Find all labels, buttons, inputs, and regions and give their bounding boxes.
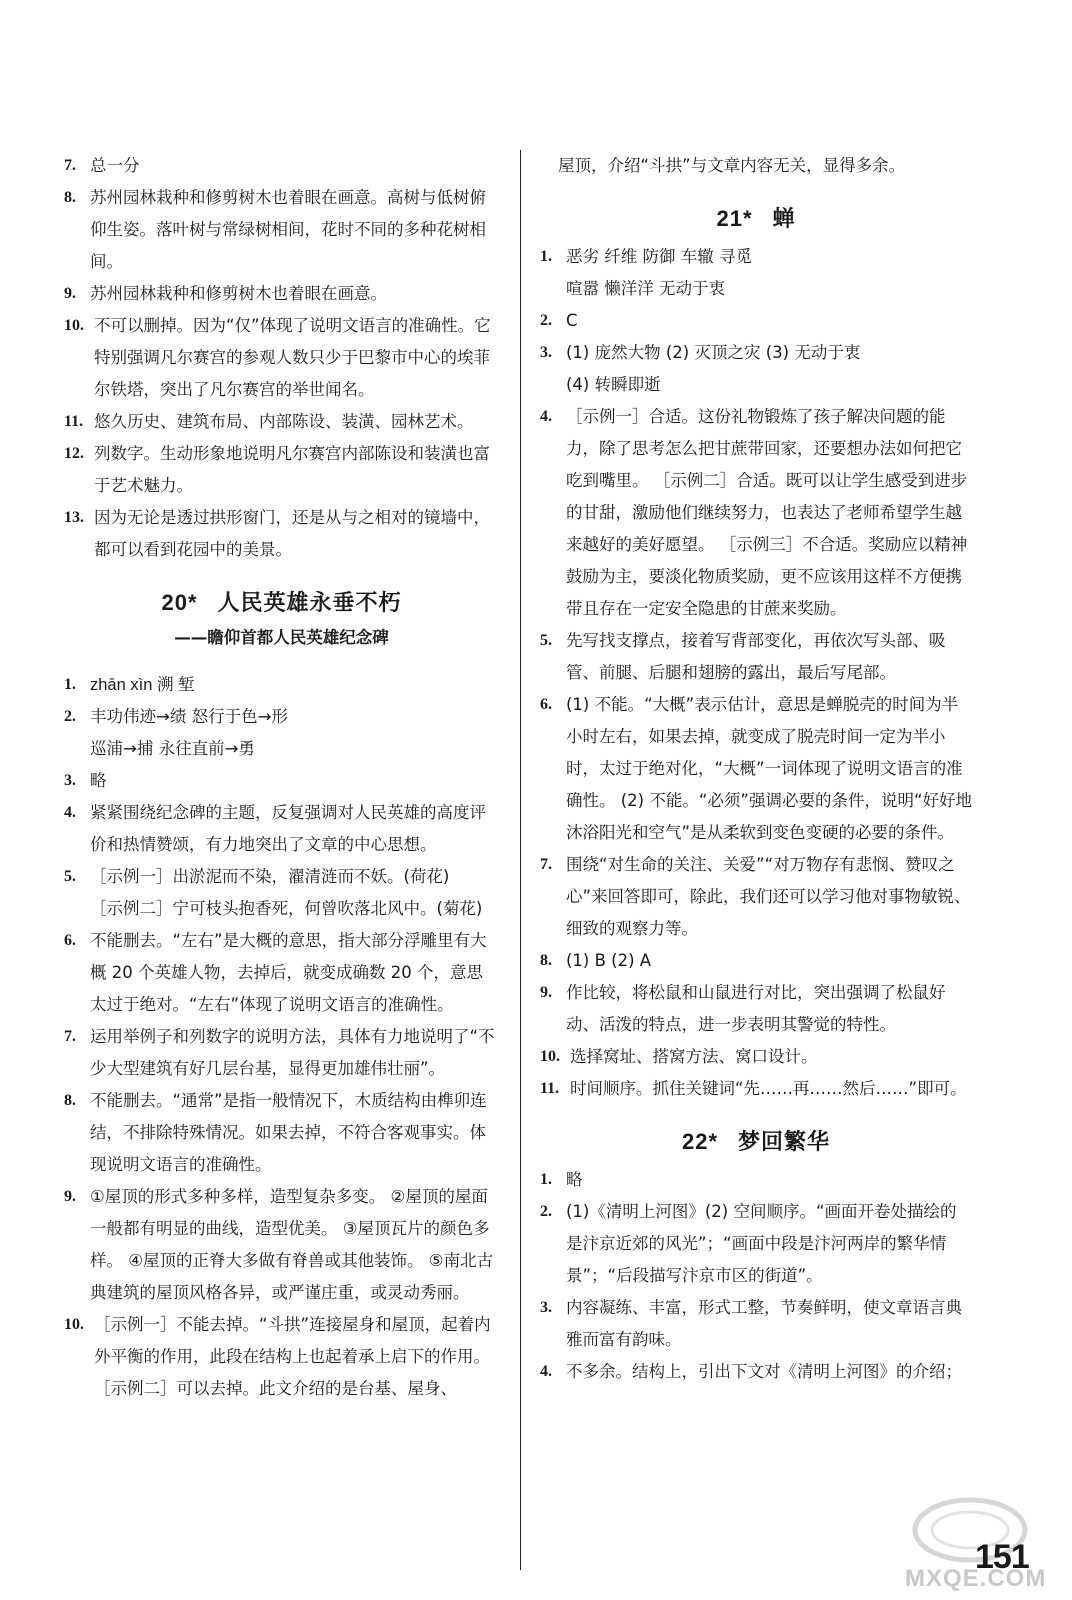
section-title-21: 21* 蝉 (716, 206, 796, 232)
answer-item: 13. 因为无论是透过拱形窗门，还是从与之相对的镜墙中，都可以看到花园中的美景。 (64, 508, 490, 559)
answer-item: 1. 恶劣 纤维 防御 车辙 寻觅 (540, 247, 752, 266)
answer-item: 3. 内容凝练、丰富，形式工整，节奏鲜明，使文章语言典雅而富有韵味。 (540, 1298, 962, 1349)
answer-item: 4. 紧紧围绕纪念碑的主题，反复强调对人民英雄的高度评价和热情赞颂，有力地突出了文章的中心思想。 (64, 803, 486, 854)
answer-item: 8. (1) B (2) A (540, 951, 652, 970)
answer-item: 6. 不能删去。“左右”是大概的意思，指大部分浮雕里有大概 20 个英雄人物，去掉后，就变成确数 20 个，意思太过于绝对。“左右”体现了说明文语言的准确性。 (64, 931, 487, 1014)
answer-item: 8. 不能删去。“通常”是指一般情况下，木质结构由榫卯连结，不排除特殊情况。如果去掉，不符合客观事实。体现说明文语言的准确性。 (64, 1091, 487, 1174)
answer-item: 5. 先写找支撑点，接着写背部变化，再依次写头部、吸管、前腿、后腿和翅膀的露出，最后写尾部。 (540, 631, 946, 682)
answer-item: 2. C (540, 311, 578, 330)
carried-over-text: 屋顶，介绍“斗拱”与文章内容无关，显得多余。 (558, 156, 906, 175)
answer-item: 2. (1)《清明上河图》(2) 空间顺序。“画面开卷处描绘的是汴京近郊的风光”；“画面中段是汴河两岸的繁华情景”；“后段描写汴京市区的街道”。 (540, 1202, 957, 1285)
section-title-20: 20* 人民英雄永垂不朽 (161, 590, 402, 616)
section-title-22: 22* 梦回繁华 (681, 1129, 831, 1155)
answer-item: 10. ［示例一］不能去掉。“斗拱”连接屋身和屋顶，起着内外平衡的作用，此段在结构上也起着承上启下的作用。 ［示例二］可以去掉。此文介绍的是台基、屋身、 (64, 1315, 491, 1398)
answer-item: 7. 围绕“对生命的关注、关爱”“对万物存有悲悯、赞叹之心”来回答即可，除此，我们还可以学习他对事物敏锐、细致的观察力等。 (540, 855, 971, 938)
answer-item: 11. 悠久历史、建筑布局、内部陈设、装潢、园林艺术。 (64, 412, 474, 431)
answer-item: 7. 运用举例子和列数字的说明方法，具体有力地说明了“不少大型建筑有好几层台基，显得更加雄伟壮丽”。 (64, 1027, 495, 1078)
answer-item: 2. 丰功伟迹→绩 怒行于色→形 (64, 707, 288, 726)
answer-item: 5. ［示例一］出淤泥而不染，濯清涟而不妖。(荷花) (64, 867, 450, 886)
answer-item: 12. 列数字。生动形象地说明凡尔赛宫内部陈设和装潢也富于艺术魅力。 (64, 444, 490, 495)
answer-item: 7. 总一分 (64, 156, 140, 175)
answer-item: 8. 苏州园林栽种和修剪树木也着眼在画意。高树与低树俯仰生姿。落叶树与常绿树相间，花时不同的多种花树相间。 (64, 188, 486, 271)
answer-item: 9. 苏州园林栽种和修剪树木也着眼在画意。 (64, 284, 387, 303)
answer-item: 6. (1) 不能。“大概”表示估计，意思是蝉脱壳的时间为半小时左右，如果去掉，就变成了脱壳时间一定为半小时，太过于绝对化，“大概”一词体现了说明文语言的准确性。 (2) 不能。“必须”强调必要的条件，说明“好好地沐浴阳光和空气”是从柔软到变色变硬的必要的条件。 (540, 695, 973, 842)
answer-item: 9. ①屋顶的形式多种多样，造型复杂多变。 ②屋顶的屋面一般都有明显的曲线，造型优美。 ③屋顶瓦片的颜色多样。 ④屋顶的正脊大多做有脊兽或其他装饰。 ⑤南北古典建筑的屋顶风格各异，或严谨庄重，或灵动秀丽。 (64, 1187, 494, 1302)
answer-item: 10. 选择窝址、搭窝方法、窝口设计。 (540, 1047, 818, 1066)
answer-item: 3. (1) 庞然大物 (2) 灭顶之灾 (3) 无动于衷 (540, 343, 861, 362)
answer-item: 11. 时间顺序。抓住关键词“先……再……然后……”即可。 (540, 1079, 967, 1098)
left-column (64, 150, 499, 1405)
answer-item-continuation: (4) 转瞬即逝 (566, 375, 661, 394)
answer-item: 1. zhān xìn 溯 堑 (64, 676, 195, 694)
answer-item: 4. ［示例一］合适。这份礼物锻炼了孩子解决问题的能力，除了思考怎么把甘蔗带回家，还要想办法如何把它吃到嘴里。 ［示例二］合适。既可以让学生感受到进步的甘甜，激励他们继续努力，也表达了老师希望学生越来越好的美好愿望。 ［示例三］不合适。奖励应以精神鼓励为主，要淡化物质奖励，更不应该用这样不方便携带且存在一定安全隐患的甘蔗来奖励。 (540, 407, 968, 618)
column-divider (520, 150, 521, 1570)
answer-item-continuation: 喧嚣 懒洋洋 无动于衷 (566, 279, 725, 298)
section-subtitle-20: ——瞻仰首都人民英雄纪念碑 (174, 628, 389, 647)
answer-item: 3. 略 (64, 771, 107, 790)
answer-item: 4. 不多余。结构上，引出下文对《清明上河图》的介绍； (540, 1362, 962, 1381)
right-column (540, 150, 972, 1388)
watermark-text: MXQE.COM (905, 1565, 1047, 1592)
answer-item: 1. 略 (540, 1170, 583, 1189)
page-number: 151 (975, 1538, 1029, 1576)
answer-item: 10. 不可以删掉。因为“仅”体现了说明文语言的准确性。它特别强调凡尔赛宫的参观人数只少于巴黎市中心的埃菲尔铁塔，突出了凡尔赛宫的举世闻名。 (64, 316, 491, 399)
answer-item-continuation: ［示例二］宁可枝头抱香死，何曾吹落北风中。(菊花) (90, 899, 483, 918)
answer-item: 9. 作比较，将松鼠和山鼠进行对比，突出强调了松鼠好动、活泼的特点，进一步表明其警觉的特性。 (540, 983, 946, 1034)
answer-item-continuation: 巡浦→捕 永往直前→勇 (90, 739, 255, 758)
